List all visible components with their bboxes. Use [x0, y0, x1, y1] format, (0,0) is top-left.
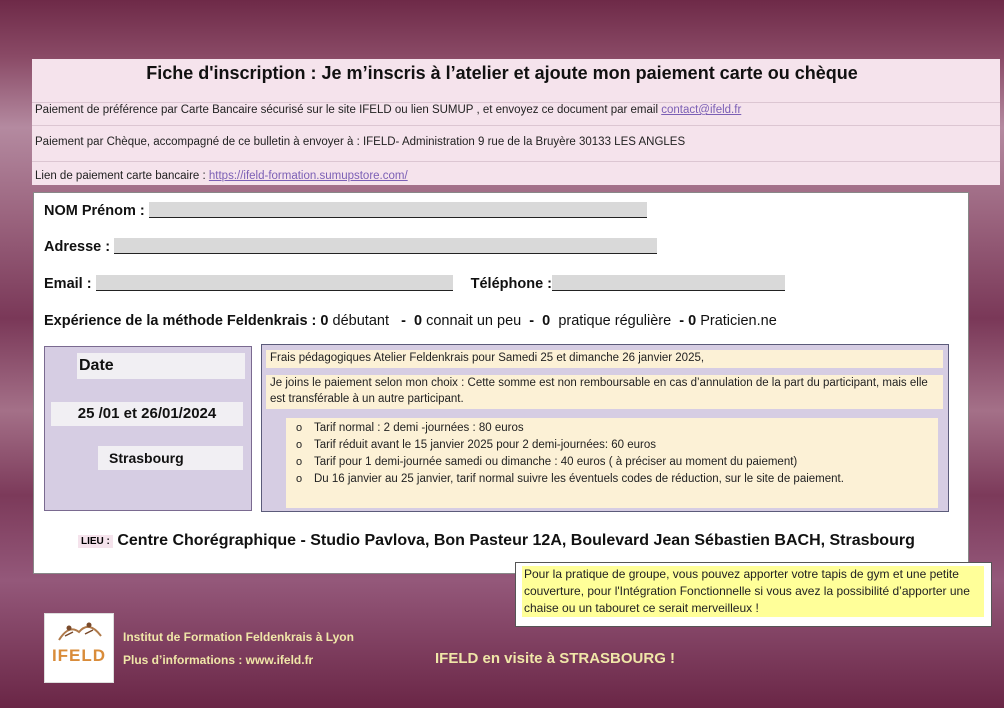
phone-field[interactable]: [552, 275, 785, 291]
venue-line: [78, 532, 915, 550]
tariff-list: [286, 420, 938, 488]
experience-row: Expérience de la méthode Feldenkrais : 0 débutant - 0 connait un peu - 0 pratique régulière - 0 Praticien.ne: [44, 313, 777, 329]
card-payment-link-line: [35, 170, 408, 182]
fees-panel: [261, 344, 949, 512]
divider: [32, 102, 1000, 103]
ifeld-logo: [44, 613, 114, 683]
experience-count-some[interactable]: 0: [413, 313, 423, 329]
registration-form: [33, 192, 969, 574]
name-field[interactable]: [149, 202, 647, 218]
fees-intro: Frais pédagogiques Atelier Feldenkrais pour Samedi 25 et dimanche 26 janvier 2025,: [266, 350, 943, 368]
experience-count-beginner[interactable]: 0: [320, 313, 329, 329]
event-city: [98, 446, 243, 470]
bullet-icon: o: [296, 473, 303, 485]
institute-name: Institut de Formation Feldenkrais à Lyon: [123, 630, 354, 644]
address-label: Adresse :: [44, 239, 111, 255]
divider: [32, 161, 1000, 162]
email-label: Email :: [44, 276, 92, 292]
card-payment-instruction: [35, 104, 741, 116]
experience-option-some: connait un peu: [426, 313, 522, 329]
header-band: [32, 59, 1000, 185]
date-panel: [44, 346, 252, 511]
equipment-note-box: [515, 562, 992, 627]
tariff-text: Du 16 janvier au 25 janvier, tarif normal suivre les éventuels codes de réduction, sur le site de paiement.: [314, 473, 844, 485]
tariff-text: Tarif pour 1 demi-journée samedi ou dimanche : 40 euros ( à préciser au moment du paiement): [314, 456, 798, 468]
visit-banner: IFELD en visite à STRASBOURG !: [435, 650, 676, 667]
page-title: Fiche d'inscription : Je m’inscris à l’atelier et ajoute mon paiement carte ou chèque: [146, 63, 858, 83]
experience-count-practitioner[interactable]: 0: [688, 313, 697, 329]
list-item: [286, 454, 938, 471]
equipment-note: Pour la pratique de groupe, vous pouvez apporter votre tapis de gym et une petite couverture, pour l'Intégration Fonctionnelle si vous avez la possibilité d’apporter une chaise ou un tabouret ce serait merveilleux !: [522, 566, 984, 617]
phone-label: Téléphone :: [470, 276, 553, 292]
list-item: [286, 420, 938, 437]
logo-text: IFELD: [51, 646, 107, 665]
email-field[interactable]: [96, 275, 453, 291]
bullet-icon: o: [296, 422, 303, 434]
bullet-icon: o: [296, 456, 303, 468]
experience-option-beginner: débutant: [332, 313, 389, 329]
address-row: [44, 238, 657, 255]
tariff-text: Tarif réduit avant le 15 janvier 2025 pour 2 demi-journées: 60 euros: [314, 439, 657, 451]
sumup-payment-link[interactable]: https://ifeld-formation.sumupstore.com/: [208, 170, 408, 182]
date-label: Date: [77, 353, 245, 379]
experience-option-regular: pratique régulière: [558, 313, 672, 329]
list-item: [286, 437, 938, 454]
cheque-payment-instruction: Paiement par Chèque, accompagné de ce bulletin à envoyer à : IFELD- Administration 9 rue de la Bruyère 30133 LES ANGLES: [35, 136, 686, 148]
tariff-text: Tarif normal : 2 demi -journées : 80 euros: [314, 422, 524, 434]
dancer-figures-icon: [45, 614, 113, 648]
contact-row: [44, 275, 785, 292]
divider: [32, 125, 1000, 126]
experience-label: Expérience de la méthode Feldenkrais :: [44, 313, 317, 329]
card-payment-text: Paiement de préférence par Carte Bancaire sécurisé sur le site IFELD ou lien SUMUP , et envoyez ce document par email: [35, 104, 662, 116]
address-field[interactable]: [114, 238, 657, 254]
list-item: [286, 471, 938, 488]
tariff-list-box: [286, 418, 938, 508]
bullet-icon: o: [296, 439, 303, 451]
venue-label: LIEU :: [78, 535, 113, 548]
experience-option-practitioner: Praticien.ne: [700, 313, 777, 329]
more-info: Plus d’informations : www.ifeld.fr: [123, 653, 314, 667]
payment-note: Je joins le paiement selon mon choix : Cette somme est non remboursable en cas d’annulation de la part du participant, mais elle est transférable à un autre participant.: [266, 375, 943, 409]
event-dates: 25 /01 et 26/01/2024: [51, 402, 243, 426]
name-label: NOM Prénom :: [44, 203, 145, 219]
name-row: [44, 202, 647, 219]
experience-count-regular[interactable]: 0: [542, 313, 551, 329]
contact-email-link[interactable]: contact@ifeld.fr: [661, 104, 742, 116]
venue-value: Centre Chorégraphique - Studio Pavlova, Bon Pasteur 12A, Boulevard Jean Sébastien BACH, Strasbourg: [117, 532, 915, 549]
card-link-label: Lien de paiement carte bancaire :: [35, 170, 209, 182]
event-city-text: Strasbourg: [109, 450, 184, 466]
